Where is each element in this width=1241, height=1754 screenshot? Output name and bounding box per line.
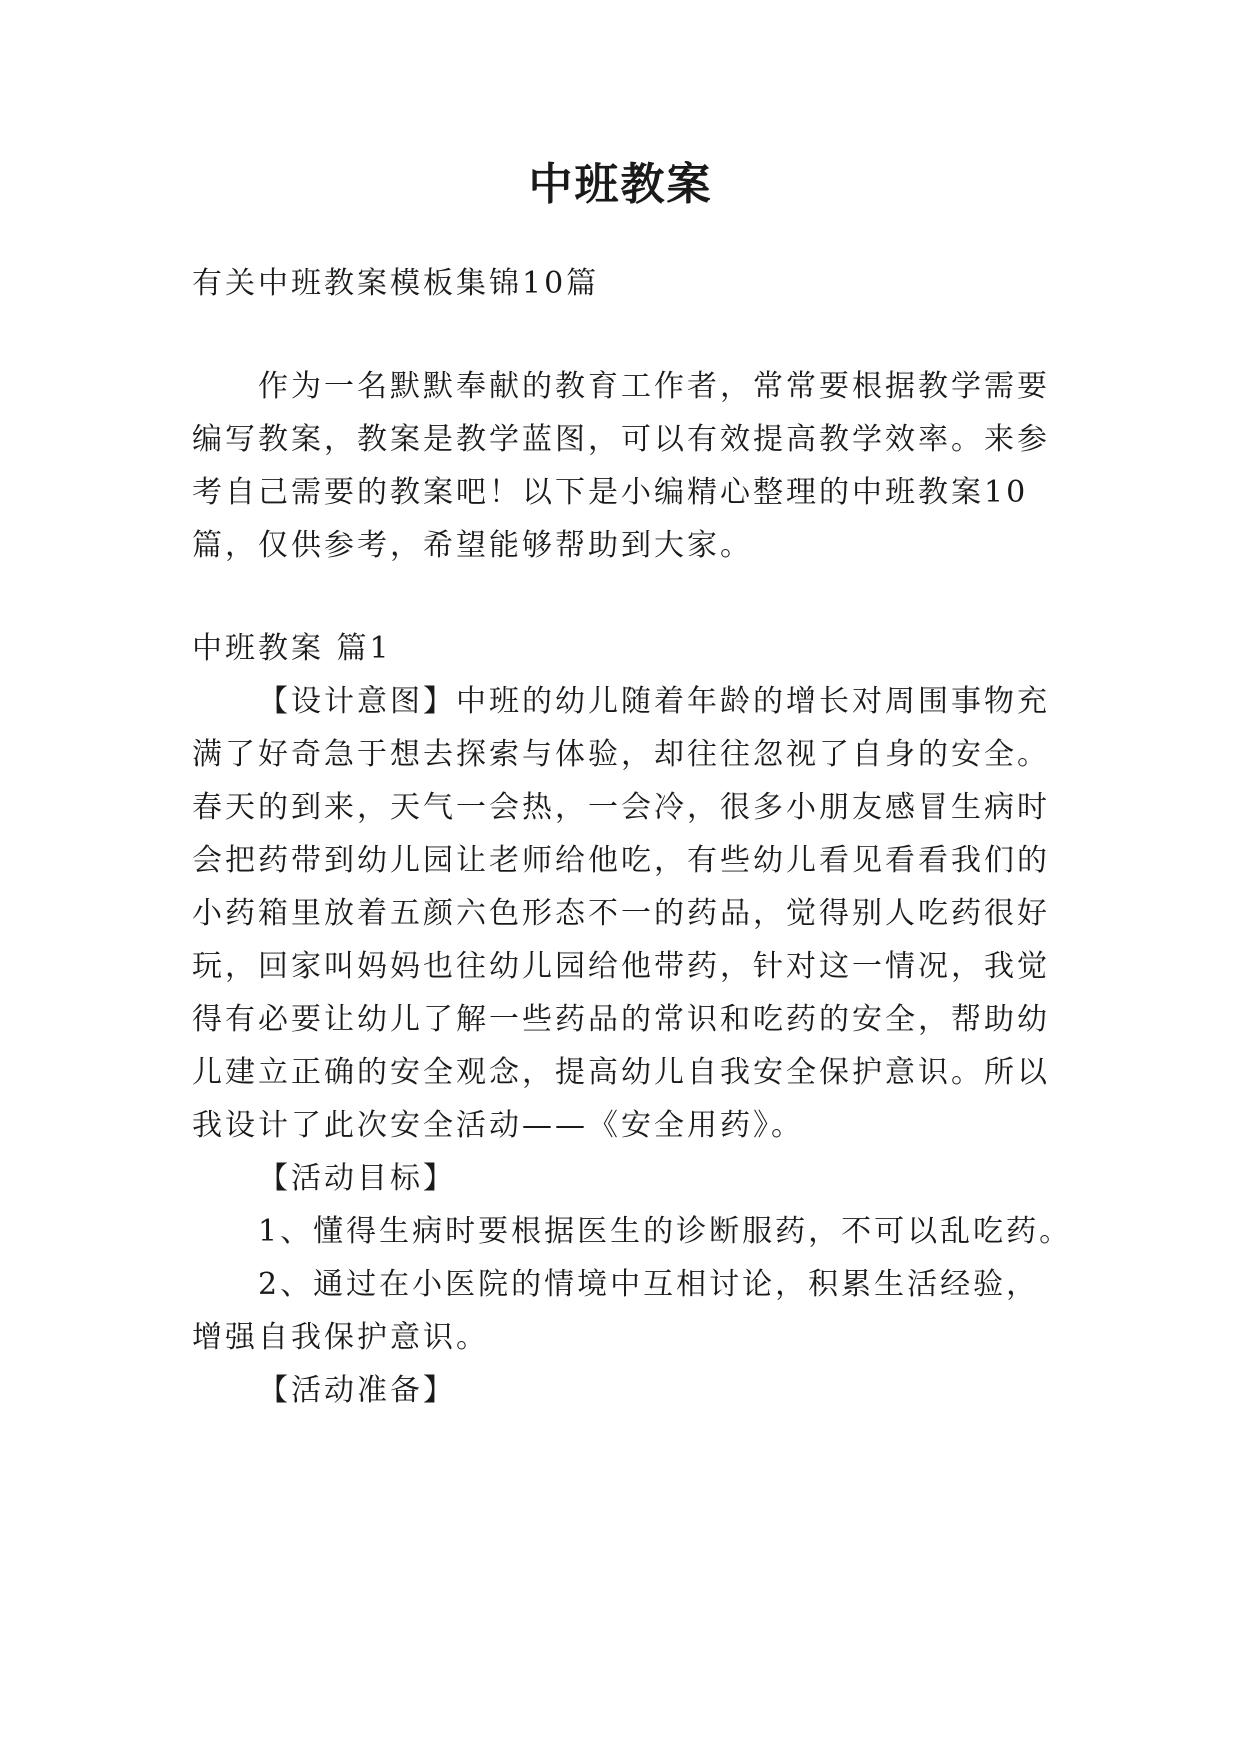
section-heading: 中班教案 篇1: [192, 631, 392, 666]
design-intent-line: 儿建立正确的安全观念，提高幼儿自我安全保护意识。所以: [192, 1055, 1050, 1090]
design-intent-line: 玩，回家叫妈妈也往幼儿园给他带药，针对这一情况，我觉: [192, 949, 1050, 984]
goal-item-continuation: 增强自我保护意识。: [192, 1320, 489, 1355]
design-intent-line: 得有必要让幼儿了解一些药品的常识和吃药的安全，帮助幼: [192, 1002, 1050, 1037]
intro-line: 编写教案，教案是教学蓝图，可以有效提高教学效率。来参: [192, 422, 1050, 457]
intro-line: 考自己需要的教案吧！以下是小编精心整理的中班教案10: [192, 475, 1029, 510]
intro-line: 篇，仅供参考，希望能够帮助到大家。: [192, 528, 753, 563]
goal-item: 1、懂得生病时要根据医生的诊断服药，不可以乱吃药。: [258, 1214, 1073, 1249]
goal-item: 2、通过在小医院的情境中互相讨论，积累生活经验，: [258, 1267, 1040, 1302]
document-subtitle: 有关中班教案模板集锦10篇: [192, 266, 600, 301]
design-intent-line: 会把药带到幼儿园让老师给他吃，有些幼儿看见看看我们的: [192, 843, 1050, 878]
intro-line: 作为一名默默奉献的教育工作者，常常要根据教学需要: [258, 369, 1050, 404]
prep-heading: 【活动准备】: [258, 1373, 456, 1408]
design-intent-line: 【设计意图】中班的幼儿随着年龄的增长对周围事物充: [258, 684, 1050, 719]
design-intent-line: 满了好奇急于想去探索与体验，却往往忽视了自身的安全。: [192, 737, 1050, 772]
goals-heading: 【活动目标】: [258, 1161, 456, 1196]
design-intent-line: 春天的到来，天气一会热，一会冷，很多小朋友感冒生病时: [192, 790, 1050, 825]
design-intent-line: 小药箱里放着五颜六色形态不一的药品，觉得别人吃药很好: [192, 896, 1050, 931]
design-intent-line: 我设计了此次安全活动——《安全用药》。: [192, 1108, 804, 1143]
document-title: 中班教案: [528, 159, 713, 210]
